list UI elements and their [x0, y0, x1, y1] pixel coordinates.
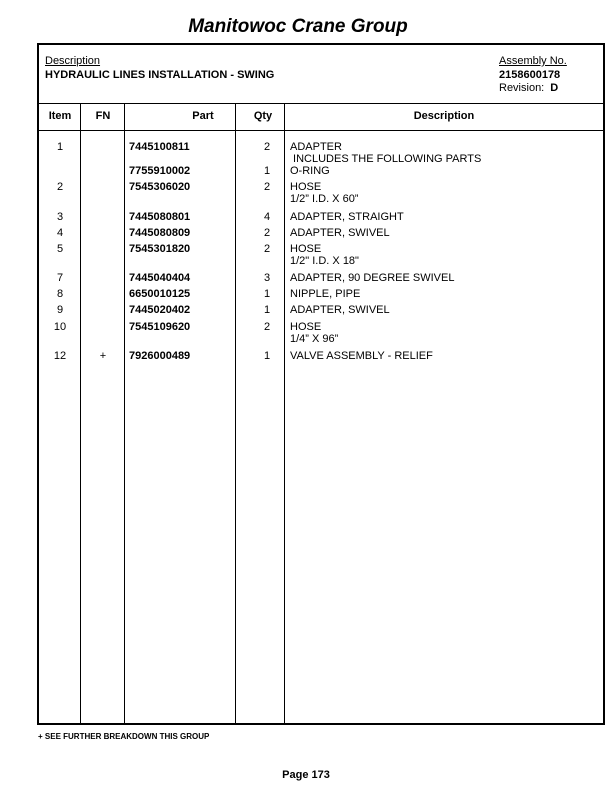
- quantity: 2: [263, 181, 271, 193]
- part-description: ADAPTER, SWIVEL: [290, 227, 390, 239]
- page-number: Page 173: [282, 769, 330, 781]
- part-description: HOSE: [290, 243, 322, 255]
- part-description: ADAPTER, 90 DEGREE SWIVEL: [290, 272, 455, 284]
- quantity: 4: [263, 211, 271, 223]
- column-divider: [235, 103, 236, 723]
- revision: [499, 82, 558, 94]
- item-number: 1: [56, 141, 64, 153]
- item-number: 2: [56, 181, 64, 193]
- quantity: 1: [263, 304, 271, 316]
- description-label: Description: [45, 55, 101, 67]
- parts-list-frame: [37, 43, 605, 725]
- assembly-header: [39, 45, 603, 104]
- item-number: 10: [53, 321, 67, 333]
- part-description: HOSE: [290, 181, 322, 193]
- part-description: ADAPTER, SWIVEL: [290, 304, 390, 316]
- column-header-fn: FN: [95, 110, 111, 122]
- column-header-part: Part: [192, 110, 214, 122]
- quantity: 2: [263, 243, 271, 255]
- part-number: 7445080801: [129, 211, 191, 223]
- quantity: 2: [263, 227, 271, 239]
- part-description: O-RING: [290, 165, 330, 177]
- quantity: 1: [263, 288, 271, 300]
- quantity: 1: [263, 350, 271, 362]
- part-description: INCLUDES THE FOLLOWING PARTS: [290, 153, 482, 165]
- part-description: ADAPTER: [290, 141, 342, 153]
- column-divider: [284, 103, 285, 723]
- column-header-qty: Qty: [253, 110, 273, 122]
- revision-value: D: [550, 82, 559, 94]
- assembly-description: HYDRAULIC LINES INSTALLATION - SWING: [45, 69, 275, 81]
- item-number: 8: [56, 288, 64, 300]
- assembly-number: 2158600178: [499, 69, 561, 81]
- part-description: VALVE ASSEMBLY - RELIEF: [290, 350, 433, 362]
- part-number: 7926000489: [129, 350, 191, 362]
- column-divider: [80, 103, 81, 723]
- part-number: 7755910002: [129, 165, 191, 177]
- part-number: 7445020402: [129, 304, 191, 316]
- revision-label: Revision:: [499, 82, 545, 94]
- item-number: 9: [56, 304, 64, 316]
- column-header-description: Description: [413, 110, 475, 122]
- part-description: NIPPLE, PIPE: [290, 288, 361, 300]
- part-number: 7445080809: [129, 227, 191, 239]
- part-number: 7445100811: [129, 141, 190, 153]
- quantity: 2: [263, 321, 271, 333]
- quantity: 3: [263, 272, 271, 284]
- item-number: 12: [53, 350, 67, 362]
- item-number: 4: [56, 227, 64, 239]
- part-number: 7545109620: [129, 321, 191, 333]
- column-header-item: Item: [48, 110, 72, 122]
- part-description: ADAPTER, STRAIGHT: [290, 211, 404, 223]
- quantity: 2: [263, 141, 271, 153]
- quantity: 1: [263, 165, 271, 177]
- part-number: 7445040404: [129, 272, 191, 284]
- part-number: 7545301820: [129, 243, 191, 255]
- part-description: HOSE: [290, 321, 322, 333]
- part-number: 7545306020: [129, 181, 191, 193]
- item-number: 3: [56, 211, 64, 223]
- part-description: 1/2" I.D. X 18": [290, 255, 359, 267]
- part-number: 6650010125: [129, 288, 191, 300]
- item-number: 7: [56, 272, 64, 284]
- part-description: 1/4” X 96”: [290, 333, 339, 345]
- part-description: 1/2” I.D. X 60”: [290, 193, 359, 205]
- footnote: + SEE FURTHER BREAKDOWN THIS GROUP: [38, 732, 210, 741]
- assembly-number-label: Assembly No.: [499, 55, 567, 67]
- column-divider: [124, 103, 125, 723]
- fn-marker: +: [99, 350, 107, 362]
- item-number: 5: [56, 243, 64, 255]
- company-title: Manitowoc Crane Group: [188, 16, 408, 37]
